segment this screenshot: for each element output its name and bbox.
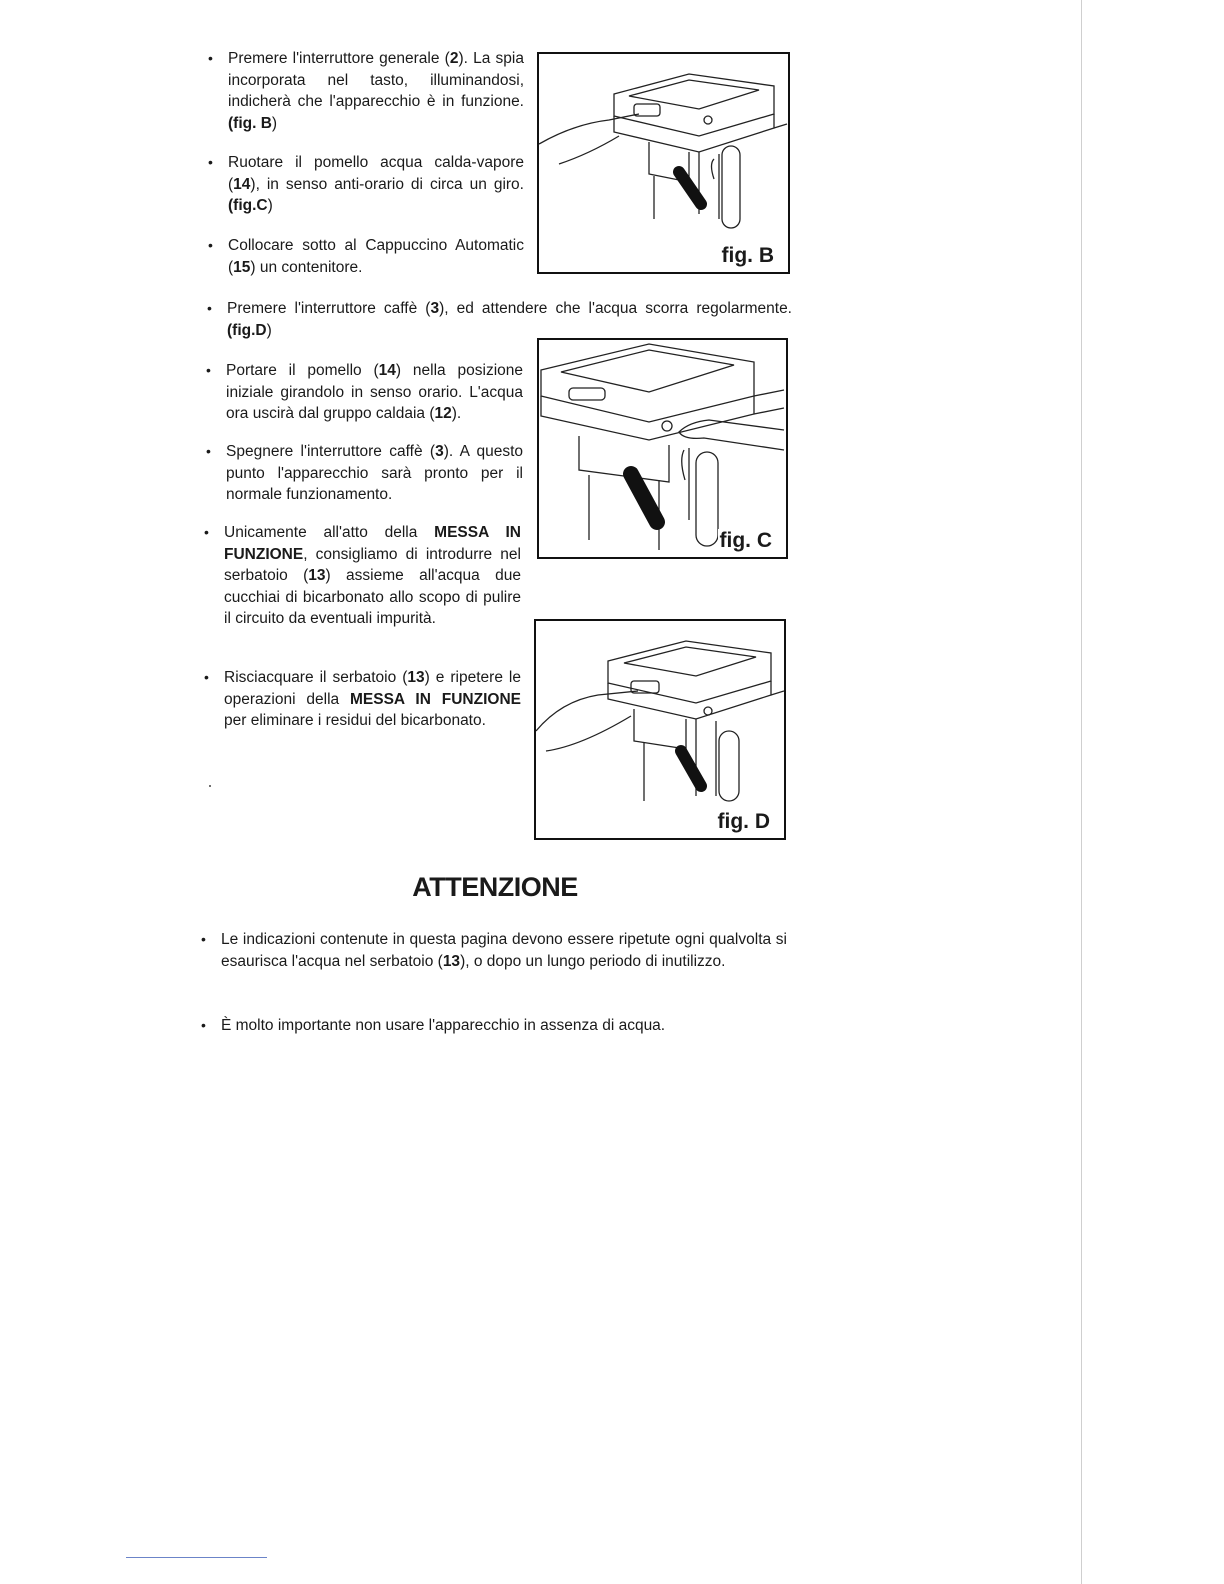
bullet-marker: • bbox=[206, 362, 211, 378]
footnote-rule bbox=[126, 1557, 267, 1558]
step-8: • Risciacquare il serbatoio (13) e ripetere le operazioni della MESSA IN FUNZIONE per eliminare i residui del bicarbonato. bbox=[204, 669, 521, 729]
figure-d bbox=[534, 619, 786, 840]
bullet-marker: • bbox=[208, 237, 213, 253]
step-5: • Portare il pomello (14) nella posizione iniziale girandolo in senso orario. L'acqua ora uscirà dal gruppo caldaia (12). bbox=[206, 362, 523, 422]
bullet-marker: • bbox=[208, 50, 213, 66]
attention-note-1: • Le indicazioni contenute in questa pagina devono essere ripetute ogni qualvolta si esaurisca l'acqua nel serbatoio (13), o dopo un lungo periodo di inutilizzo. bbox=[201, 931, 787, 970]
bullet-marker: • bbox=[204, 669, 209, 685]
figure-b-label: fig. B bbox=[721, 244, 774, 267]
step-3: • Collocare sotto al Cappuccino Automatic (15) un contenitore. bbox=[208, 237, 524, 276]
step-1: • Premere l'interruttore generale (2). La spia incorporata nel tasto, illuminandosi, indicherà che l'apparecchio è in funzione.(fig. B) bbox=[208, 50, 524, 132]
figure-b bbox=[537, 52, 790, 274]
attention-note-2: • È molto importante non usare l'apparecchio in assenza di acqua. bbox=[221, 1015, 787, 1037]
step-7: • Unicamente all'atto della MESSA IN FUNZIONE, consigliamo di introdurre nel serbatoio (13) assieme all'acqua due cucchiai di bicarbonato allo scopo di pulire il circuito da eventuali impurità. bbox=[204, 524, 522, 627]
bullet-marker: • bbox=[204, 524, 209, 540]
figure-c bbox=[537, 338, 788, 559]
figure-c-label: fig. C bbox=[719, 529, 772, 552]
step-2: • Ruotare il pomello acqua calda-vapore (14), in senso anti-orario di circa un giro.(fig.C) bbox=[208, 154, 524, 214]
bullet-marker: • bbox=[201, 931, 206, 947]
figure-d-label: fig. D bbox=[717, 810, 770, 833]
bullet-marker: • bbox=[208, 154, 213, 170]
coffee-machine-illustration bbox=[539, 54, 788, 272]
step-6: • Spegnere l'interruttore caffè (3). A questo punto l'apparecchio sarà pronto per il normale funzionamento. bbox=[206, 443, 524, 503]
step-4: • Premere l'interruttore caffè (3), ed attendere che l'acqua scorra regolarmente. (fig.D) bbox=[207, 300, 792, 339]
page-edge-line bbox=[1081, 0, 1082, 1584]
coffee-machine-illustration bbox=[536, 621, 784, 838]
coffee-machine-illustration bbox=[539, 340, 786, 557]
attention-heading: ATTENZIONE bbox=[412, 872, 578, 902]
bullet-marker: • bbox=[207, 300, 212, 316]
bullet-marker: • bbox=[201, 1017, 206, 1033]
bullet-marker: • bbox=[206, 443, 211, 459]
stray-mark bbox=[209, 785, 211, 787]
